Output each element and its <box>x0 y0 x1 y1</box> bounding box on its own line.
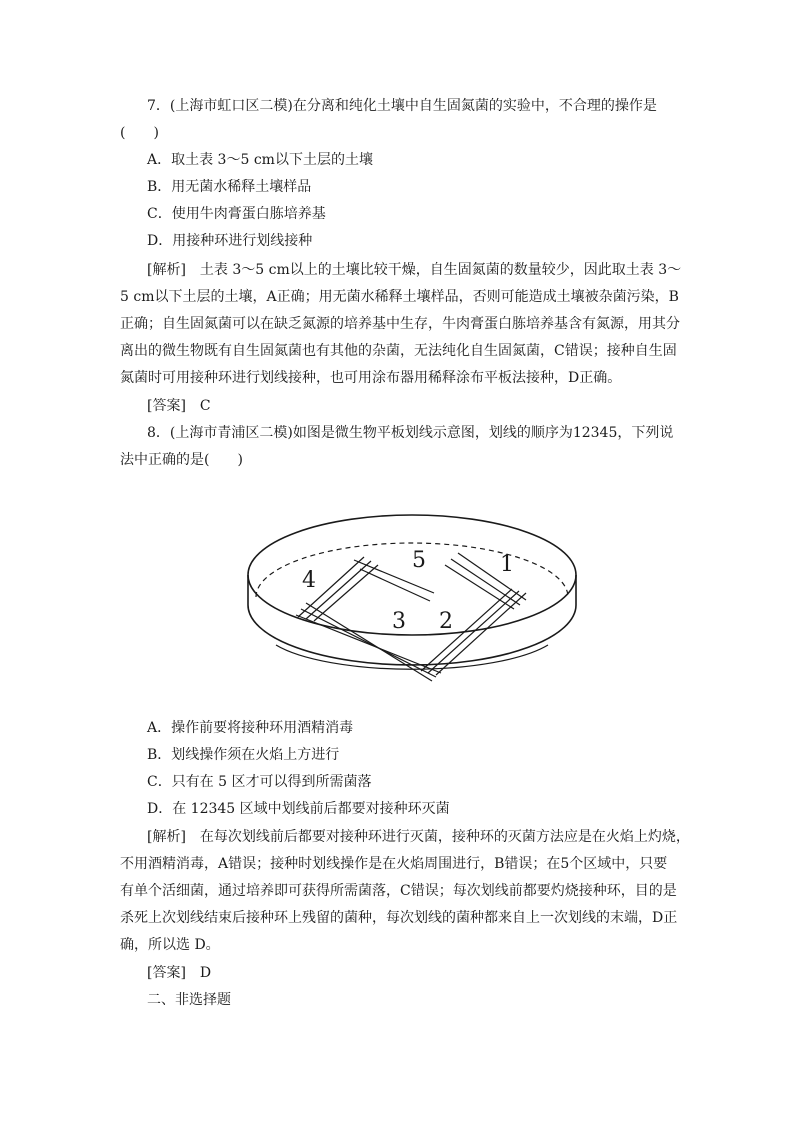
streak-zone-3-a <box>296 615 441 673</box>
section-heading: 二、非选择题 <box>147 992 231 1008</box>
q8-analysis-line-4: 杀死上次划线结束后接种环上残留的菌种，每次划线的菌种都来自上一次划线的末端，D正 <box>120 910 678 926</box>
zone-label-1: 1 <box>500 552 514 577</box>
streak-zone-1-a <box>458 553 526 600</box>
streak-zone-3-b <box>301 609 436 677</box>
q7-option-a: A．取土表 3～5 cm以下土层的土壤 <box>147 152 373 168</box>
q7-option-c: C．使用牛肉膏蛋白胨培养基 <box>147 206 326 222</box>
q8-option-d: D．在 12345 区域中划线前后都要对接种环灭菌 <box>147 801 450 817</box>
streak-zone-2-c <box>421 589 512 671</box>
q7-analysis-line-4: 离出的微生物既有自生固氮菌也有其他的杂菌，无法纯化自生固氮菌，C错误；接种自生固 <box>120 343 677 359</box>
zone-label-5: 5 <box>412 548 426 573</box>
q7-analysis-line-2: 5 cm以下土层的土壤，A正确；用无菌水稀释土壤样品，否则可能造成土壤被杂菌污染，B <box>120 289 679 305</box>
q7-analysis-line-1: [解析] 土表 3～5 cm以上的土壤比较干燥，自生固氮菌的数量较少，因此取土表 3～ <box>147 262 682 278</box>
q8-stem-line-1: 8．(上海市青浦区二模)如图是微生物平板划线示意图，划线的顺序为12345，下列说 <box>147 425 674 441</box>
streak-zone-5-b <box>360 569 430 601</box>
q7-option-b: B．用无菌水稀释土壤样品 <box>147 179 312 195</box>
q8-option-c: C．只有在 5 区才可以得到所需菌落 <box>147 774 372 790</box>
q7-analysis-line-3: 正确；自生固氮菌可以在缺乏氮源的培养基中生存，牛肉膏蛋白胨培养基含有氮源，用其分 <box>120 316 680 332</box>
q8-option-a: A．操作前要将接种环用酒精消毒 <box>147 720 354 736</box>
q8-analysis-line-1: [解析] 在每次划线前后都要对接种环进行灭菌，接种环的灭菌方法应是在火焰上灼烧， <box>147 829 690 845</box>
zone-label-4: 4 <box>302 568 316 593</box>
streak-plate-figure <box>236 505 588 695</box>
q7-stem-line-1: 7．(上海市虹口区二模)在分离和纯化土壤中自生固氮菌的实验中，不合理的操作是 <box>147 98 657 114</box>
q8-answer: [答案] D <box>147 965 212 981</box>
q8-analysis-line-3: 有单个活细菌，通过培养即可获得所需菌落，C错误；每次划线前都要灼烧接种环，目的是 <box>120 883 677 899</box>
q8-analysis-line-5: 确，所以选 D。 <box>120 937 220 953</box>
q8-option-b: B．划线操作须在火焰上方进行 <box>147 747 340 763</box>
zone-label-2: 2 <box>439 609 453 634</box>
q8-analysis-line-2: 不用酒精消毒，A错误；接种时划线操作是在火焰周围进行，B错误；在5个区域中，只要 <box>120 856 668 872</box>
q7-stem-line-2: ( ) <box>120 125 159 141</box>
dish-base-outline <box>248 575 576 665</box>
streak-zone-3-c <box>306 603 432 681</box>
q7-option-d: D．用接种环进行划线接种 <box>147 233 313 249</box>
q7-analysis-line-5: 氮菌时可用接种环进行划线接种，也可用涂布器用稀释涂布平板法接种，D正确。 <box>120 370 622 386</box>
dish-rim <box>248 515 576 635</box>
q7-answer: [答案] C <box>147 398 211 414</box>
zone-label-3: 3 <box>392 609 406 634</box>
petri-dish-diagram <box>236 505 588 695</box>
q8-stem-line-2: 法中正确的是( ) <box>120 452 243 468</box>
